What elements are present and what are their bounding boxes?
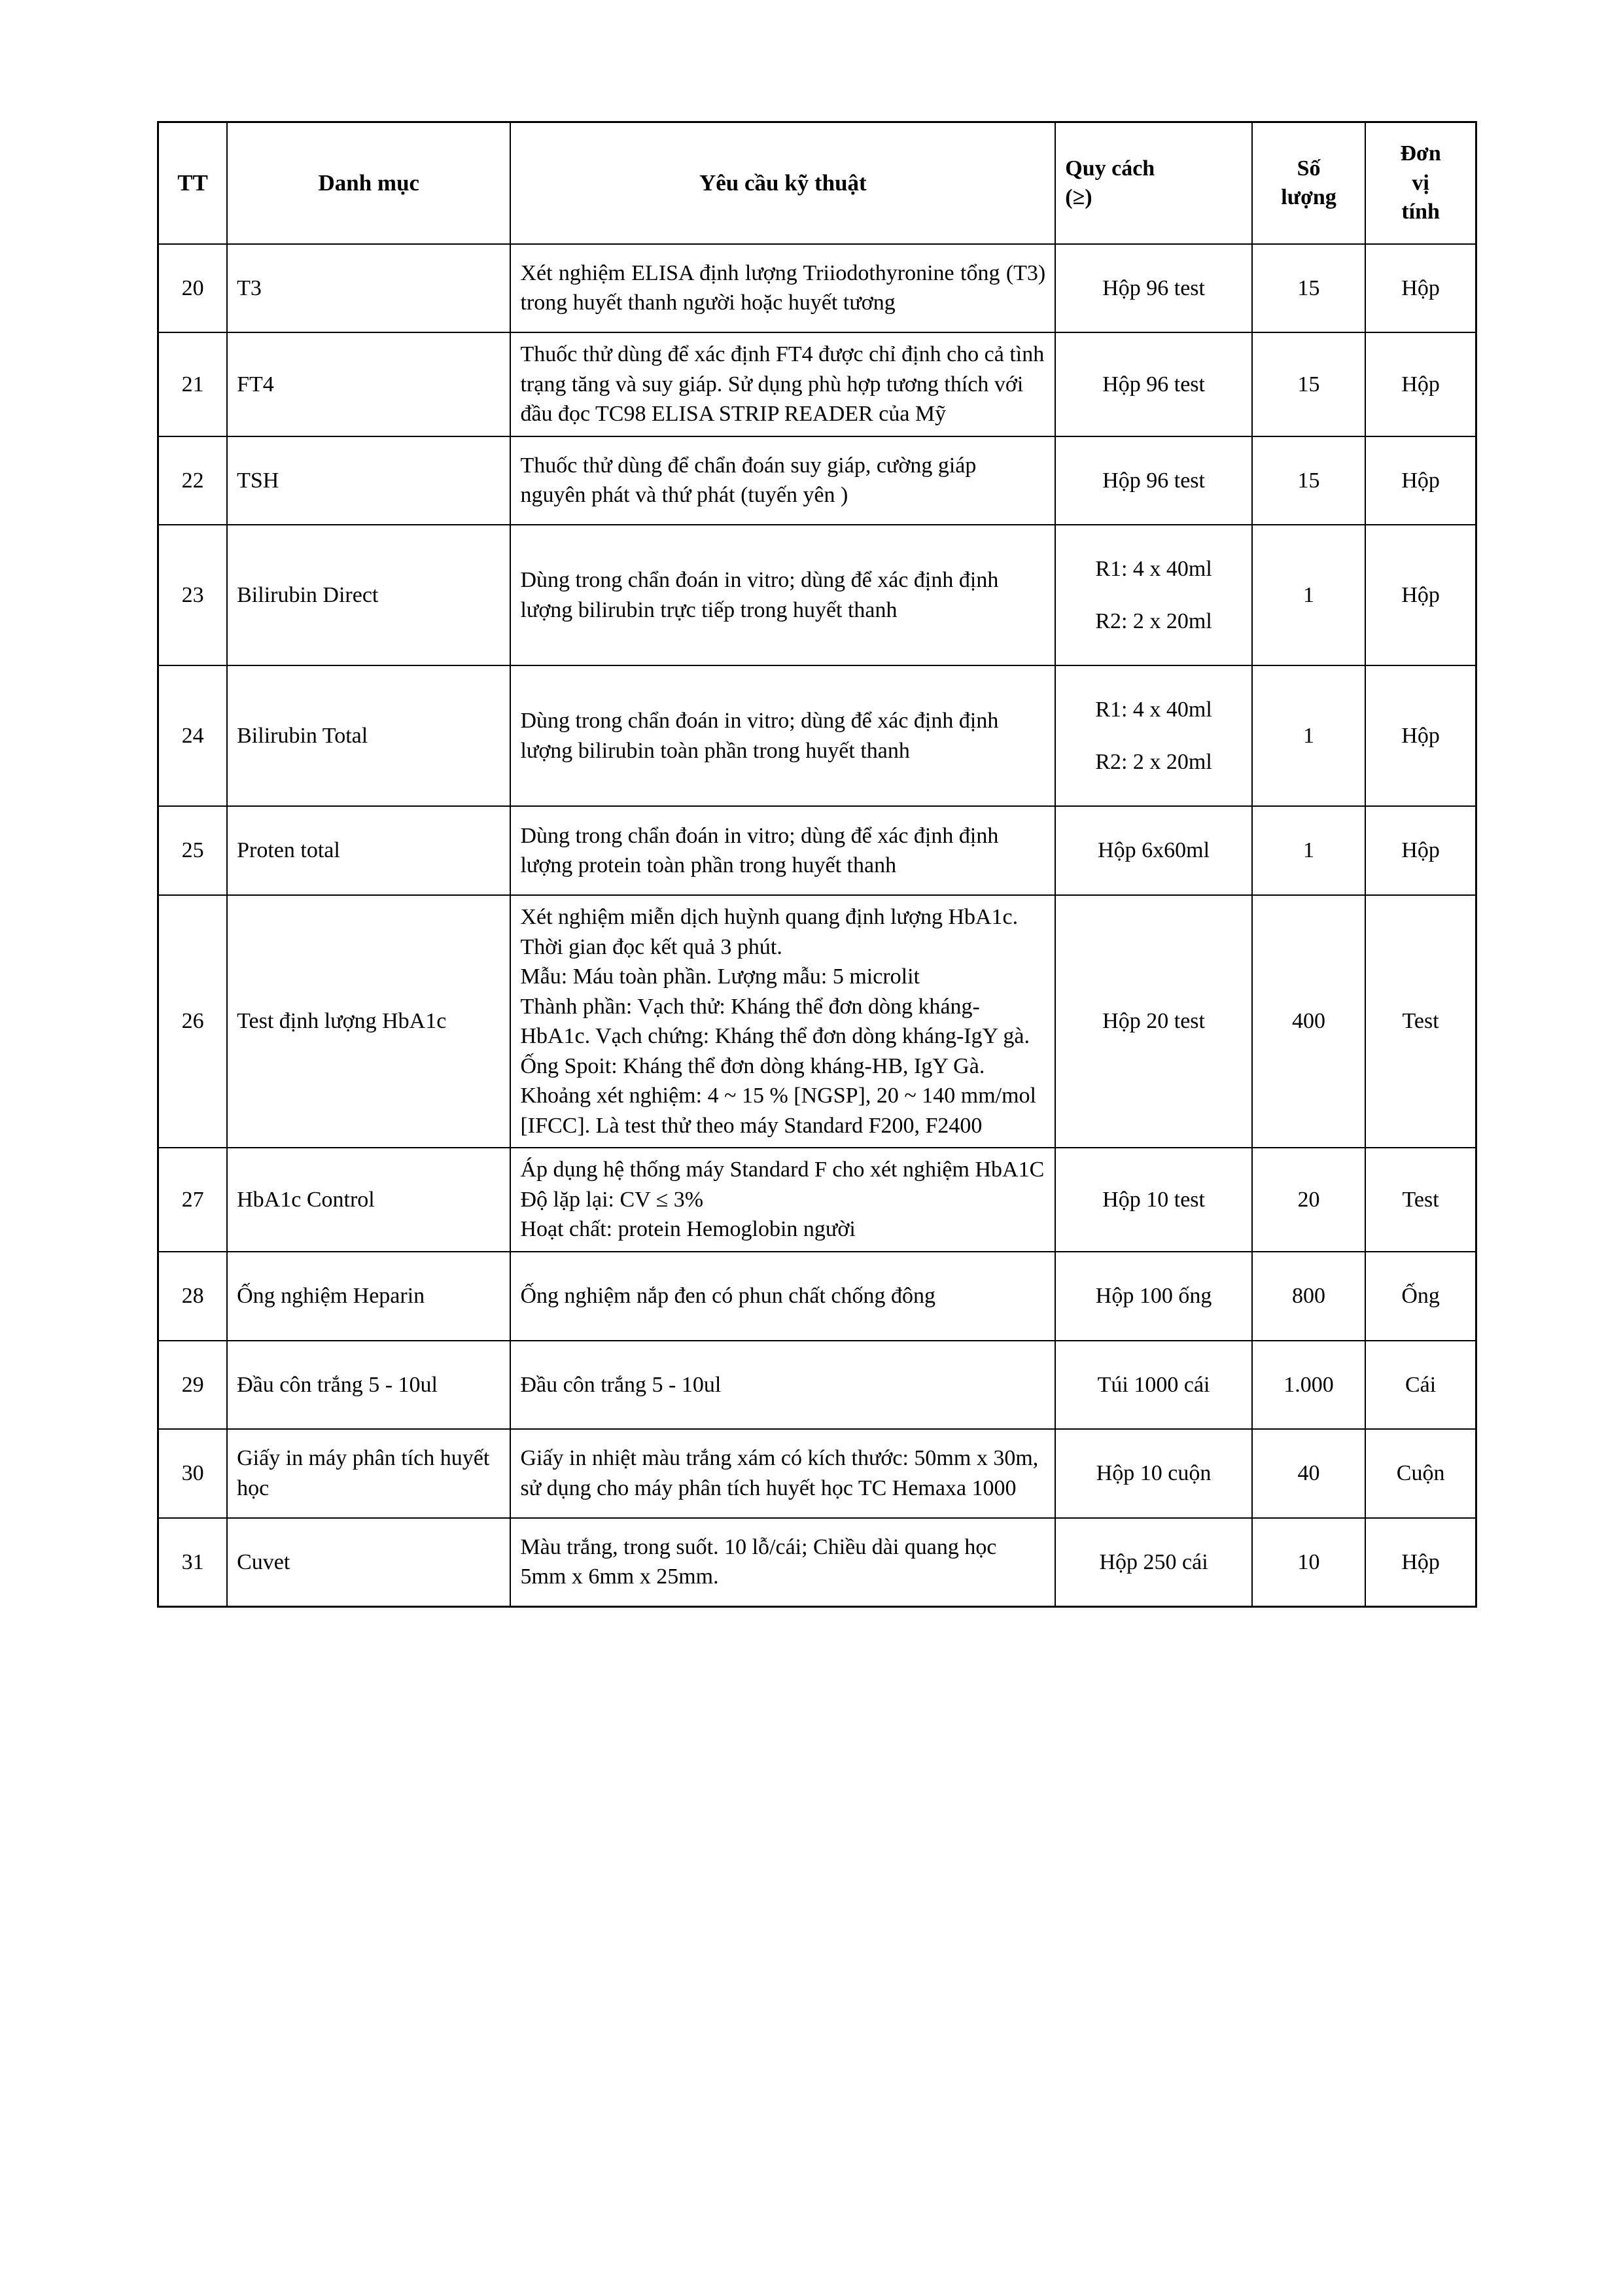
yeu-cau-line: Màu trắng, trong suốt. 10 lỗ/cái; Chiều dài quang học 5mm x 6mm x 25mm.: [520, 1534, 997, 1589]
column-header-don-vi-tinh: [1365, 122, 1476, 244]
cell-so-luong: 400: [1252, 895, 1365, 1148]
quy-cach-line: Hộp 96 test: [1102, 468, 1205, 493]
cell-so-luong: 15: [1252, 332, 1365, 436]
yeu-cau-line: Xét nghiệm ELISA định lượng Triiodothyronine tổng (T3) trong huyết thanh người hoặc huyết tương: [520, 260, 1046, 315]
cell-so-luong: 1: [1252, 525, 1365, 665]
cell-quy-cach: [1055, 1518, 1252, 1607]
cell-yeu-cau-ky-thuat: [510, 665, 1055, 806]
cell-quy-cach: [1055, 665, 1252, 806]
cell-quy-cach: [1055, 895, 1252, 1148]
quy-cach-line: Hộp 6x60ml: [1098, 838, 1210, 863]
cell-quy-cach: [1055, 332, 1252, 436]
table-row: [158, 1148, 1476, 1252]
yeu-cau-line: Thuốc thử dùng để chẩn đoán suy giáp, cường giáp nguyên phát và thứ phát (tuyến yên ): [520, 453, 977, 508]
cell-so-luong: 1: [1252, 665, 1365, 806]
cell-danh-muc: Bilirubin Total: [227, 665, 510, 806]
cell-danh-muc: TSH: [227, 436, 510, 525]
specification-table: [157, 121, 1477, 1608]
yeu-cau-line: Khoảng xét nghiệm: 4 ~ 15 % [NGSP], 20 ~ 140 mm/mol [IFCC]. Là test thử theo máy Standard F200, F2400: [520, 1084, 1036, 1138]
quy-cach-line: R1: 4 x 40ml: [1095, 557, 1212, 582]
cell-danh-muc: Cuvet: [227, 1518, 510, 1607]
cell-so-luong: 1.000: [1252, 1341, 1365, 1430]
cell-quy-cach: [1055, 1429, 1252, 1518]
cell-stt: 25: [158, 806, 228, 895]
cell-stt: 29: [158, 1341, 228, 1430]
cell-quy-cach: [1055, 436, 1252, 525]
column-header-tt: TT: [158, 122, 228, 244]
cell-danh-muc: T3: [227, 244, 510, 333]
cell-yeu-cau-ky-thuat: [510, 332, 1055, 436]
cell-don-vi-tinh: Hộp: [1365, 436, 1476, 525]
table-row: [158, 806, 1476, 895]
cell-yeu-cau-ky-thuat: [510, 1518, 1055, 1607]
cell-yeu-cau-ky-thuat: [510, 1429, 1055, 1518]
cell-yeu-cau-ky-thuat: [510, 1148, 1055, 1252]
yeu-cau-line: Giấy in nhiệt màu trắng xám có kích thước: 50mm x 30m, sử dụng cho máy phân tích huyết học TC Hemaxa 1000: [520, 1446, 1039, 1500]
quy-cach-line: R1: 4 x 40ml: [1095, 698, 1212, 722]
quy-cach-line: Hộp 100 ống: [1095, 1283, 1212, 1308]
cell-quy-cach: [1055, 244, 1252, 333]
quy-cach-line: Hộp 10 test: [1102, 1187, 1205, 1212]
yeu-cau-line: Thuốc thử dùng để xác định FT4 được chỉ định cho cả tình trạng tăng và suy giáp. Sử dụng phù hợp tương thích với đầu đọc TC98 ELISA STRIP READER của Mỹ: [520, 342, 1045, 427]
table-row: [158, 895, 1476, 1148]
cell-yeu-cau-ky-thuat: [510, 525, 1055, 665]
cell-quy-cach: [1055, 1148, 1252, 1252]
cell-don-vi-tinh: Hộp: [1365, 244, 1476, 333]
cell-don-vi-tinh: Cuộn: [1365, 1429, 1476, 1518]
yeu-cau-line: Dùng trong chẩn đoán in vitro; dùng để xác định định lượng bilirubin trực tiếp trong huyết thanh: [520, 568, 999, 622]
cell-stt: 28: [158, 1252, 228, 1341]
cell-so-luong: 15: [1252, 436, 1365, 525]
cell-stt: 21: [158, 332, 228, 436]
table-row: [158, 1252, 1476, 1341]
quy-cach-line-1: Quy cách: [1065, 156, 1155, 181]
cell-don-vi-tinh: Cái: [1365, 1341, 1476, 1430]
cell-danh-muc: FT4: [227, 332, 510, 436]
quy-cach-line: Túi 1000 cái: [1097, 1372, 1210, 1397]
don-vi-tinh-line-3: tính: [1401, 199, 1440, 224]
quy-cach-line: Hộp 96 test: [1102, 372, 1205, 397]
cell-stt: 23: [158, 525, 228, 665]
quy-cach-line: R2: 2 x 20ml: [1095, 749, 1212, 774]
column-header-so-luong: [1252, 122, 1365, 244]
cell-danh-muc: Ống nghiệm Heparin: [227, 1252, 510, 1341]
yeu-cau-line: Đầu côn trắng 5 - 10ul: [520, 1372, 722, 1397]
cell-so-luong: 1: [1252, 806, 1365, 895]
cell-yeu-cau-ky-thuat: [510, 806, 1055, 895]
yeu-cau-line: Hoạt chất: protein Hemoglobin người: [520, 1217, 856, 1242]
cell-don-vi-tinh: Hộp: [1365, 332, 1476, 436]
cell-stt: 30: [158, 1429, 228, 1518]
yeu-cau-line: Xét nghiệm miễn dịch huỳnh quang định lượng HbA1c. Thời gian đọc kết quả 3 phút.: [520, 904, 1019, 959]
cell-quy-cach: [1055, 806, 1252, 895]
yeu-cau-line: Ống Spoit: Kháng thể đơn dòng kháng-HB, IgY Gà.: [520, 1053, 985, 1078]
so-luong-line-2: lượng: [1281, 185, 1336, 209]
column-header-danh-muc: Danh mục: [227, 122, 510, 244]
column-header-quy-cach: [1055, 122, 1252, 244]
cell-stt: 26: [158, 895, 228, 1148]
yeu-cau-line: Mẫu: Máu toàn phần. Lượng mẫu: 5 microlit: [520, 964, 920, 989]
cell-yeu-cau-ky-thuat: [510, 1341, 1055, 1430]
cell-danh-muc: HbA1c Control: [227, 1148, 510, 1252]
quy-cach-line: Hộp 20 test: [1102, 1009, 1205, 1034]
cell-danh-muc: Giấy in máy phân tích huyết học: [227, 1429, 510, 1518]
quy-cach-line: Hộp 250 cái: [1099, 1549, 1208, 1574]
don-vi-tinh-line-2: vị: [1412, 170, 1429, 195]
cell-don-vi-tinh: Hộp: [1365, 525, 1476, 665]
cell-don-vi-tinh: Test: [1365, 1148, 1476, 1252]
cell-stt: 20: [158, 244, 228, 333]
cell-quy-cach: [1055, 1252, 1252, 1341]
cell-don-vi-tinh: Ống: [1365, 1252, 1476, 1341]
cell-stt: 27: [158, 1148, 228, 1252]
cell-stt: 22: [158, 436, 228, 525]
yeu-cau-line: Áp dụng hệ thống máy Standard F cho xét nghiệm HbA1C Độ lặp lại: CV ≤ 3%: [520, 1157, 1045, 1212]
cell-don-vi-tinh: Hộp: [1365, 806, 1476, 895]
cell-so-luong: 20: [1252, 1148, 1365, 1252]
quy-cach-line-2: (≥): [1065, 185, 1092, 209]
cell-yeu-cau-ky-thuat: [510, 244, 1055, 333]
table-body: [158, 244, 1476, 1607]
cell-danh-muc: Đầu côn trắng 5 - 10ul: [227, 1341, 510, 1430]
cell-yeu-cau-ky-thuat: [510, 895, 1055, 1148]
cell-so-luong: 800: [1252, 1252, 1365, 1341]
table-row: [158, 436, 1476, 525]
quy-cach-line: Hộp 10 cuộn: [1096, 1461, 1212, 1486]
cell-so-luong: 10: [1252, 1518, 1365, 1607]
cell-yeu-cau-ky-thuat: [510, 1252, 1055, 1341]
quy-cach-line: Hộp 96 test: [1102, 275, 1205, 300]
yeu-cau-line: Dùng trong chẩn đoán in vitro; dùng để xác định định lượng protein toàn phần trong huyết thanh: [520, 823, 999, 878]
don-vi-tinh-line-1: Đơn: [1400, 141, 1441, 166]
table-row: [158, 1429, 1476, 1518]
cell-so-luong: 15: [1252, 244, 1365, 333]
yeu-cau-line: Thành phần: Vạch thử: Kháng thể đơn dòng kháng-HbA1c. Vạch chứng: Kháng thể đơn dòng kháng-IgY gà.: [520, 994, 1030, 1049]
table-row: [158, 332, 1476, 436]
table-row: [158, 244, 1476, 333]
cell-quy-cach: [1055, 1341, 1252, 1430]
cell-don-vi-tinh: Test: [1365, 895, 1476, 1148]
cell-danh-muc: Bilirubin Direct: [227, 525, 510, 665]
table-row: [158, 525, 1476, 665]
column-header-yeu-cau-ky-thuat: Yêu cầu kỹ thuật: [510, 122, 1055, 244]
cell-stt: 24: [158, 665, 228, 806]
cell-danh-muc: Proten total: [227, 806, 510, 895]
cell-don-vi-tinh: Hộp: [1365, 1518, 1476, 1607]
header-row: [158, 122, 1476, 244]
cell-yeu-cau-ky-thuat: [510, 436, 1055, 525]
cell-quy-cach: [1055, 525, 1252, 665]
so-luong-line-1: Số: [1297, 156, 1321, 181]
yeu-cau-line: Dùng trong chẩn đoán in vitro; dùng để xác định định lượng bilirubin toàn phần trong huyết thanh: [520, 709, 999, 763]
table-row: [158, 1341, 1476, 1430]
cell-don-vi-tinh: Hộp: [1365, 665, 1476, 806]
cell-danh-muc: Test định lượng HbA1c: [227, 895, 510, 1148]
table-header: [158, 122, 1476, 244]
yeu-cau-line: Ống nghiệm nắp đen có phun chất chống đông: [520, 1283, 935, 1308]
cell-so-luong: 40: [1252, 1429, 1365, 1518]
cell-stt: 31: [158, 1518, 228, 1607]
table-row: [158, 1518, 1476, 1607]
quy-cach-line: R2: 2 x 20ml: [1095, 609, 1212, 633]
table-row: [158, 665, 1476, 806]
